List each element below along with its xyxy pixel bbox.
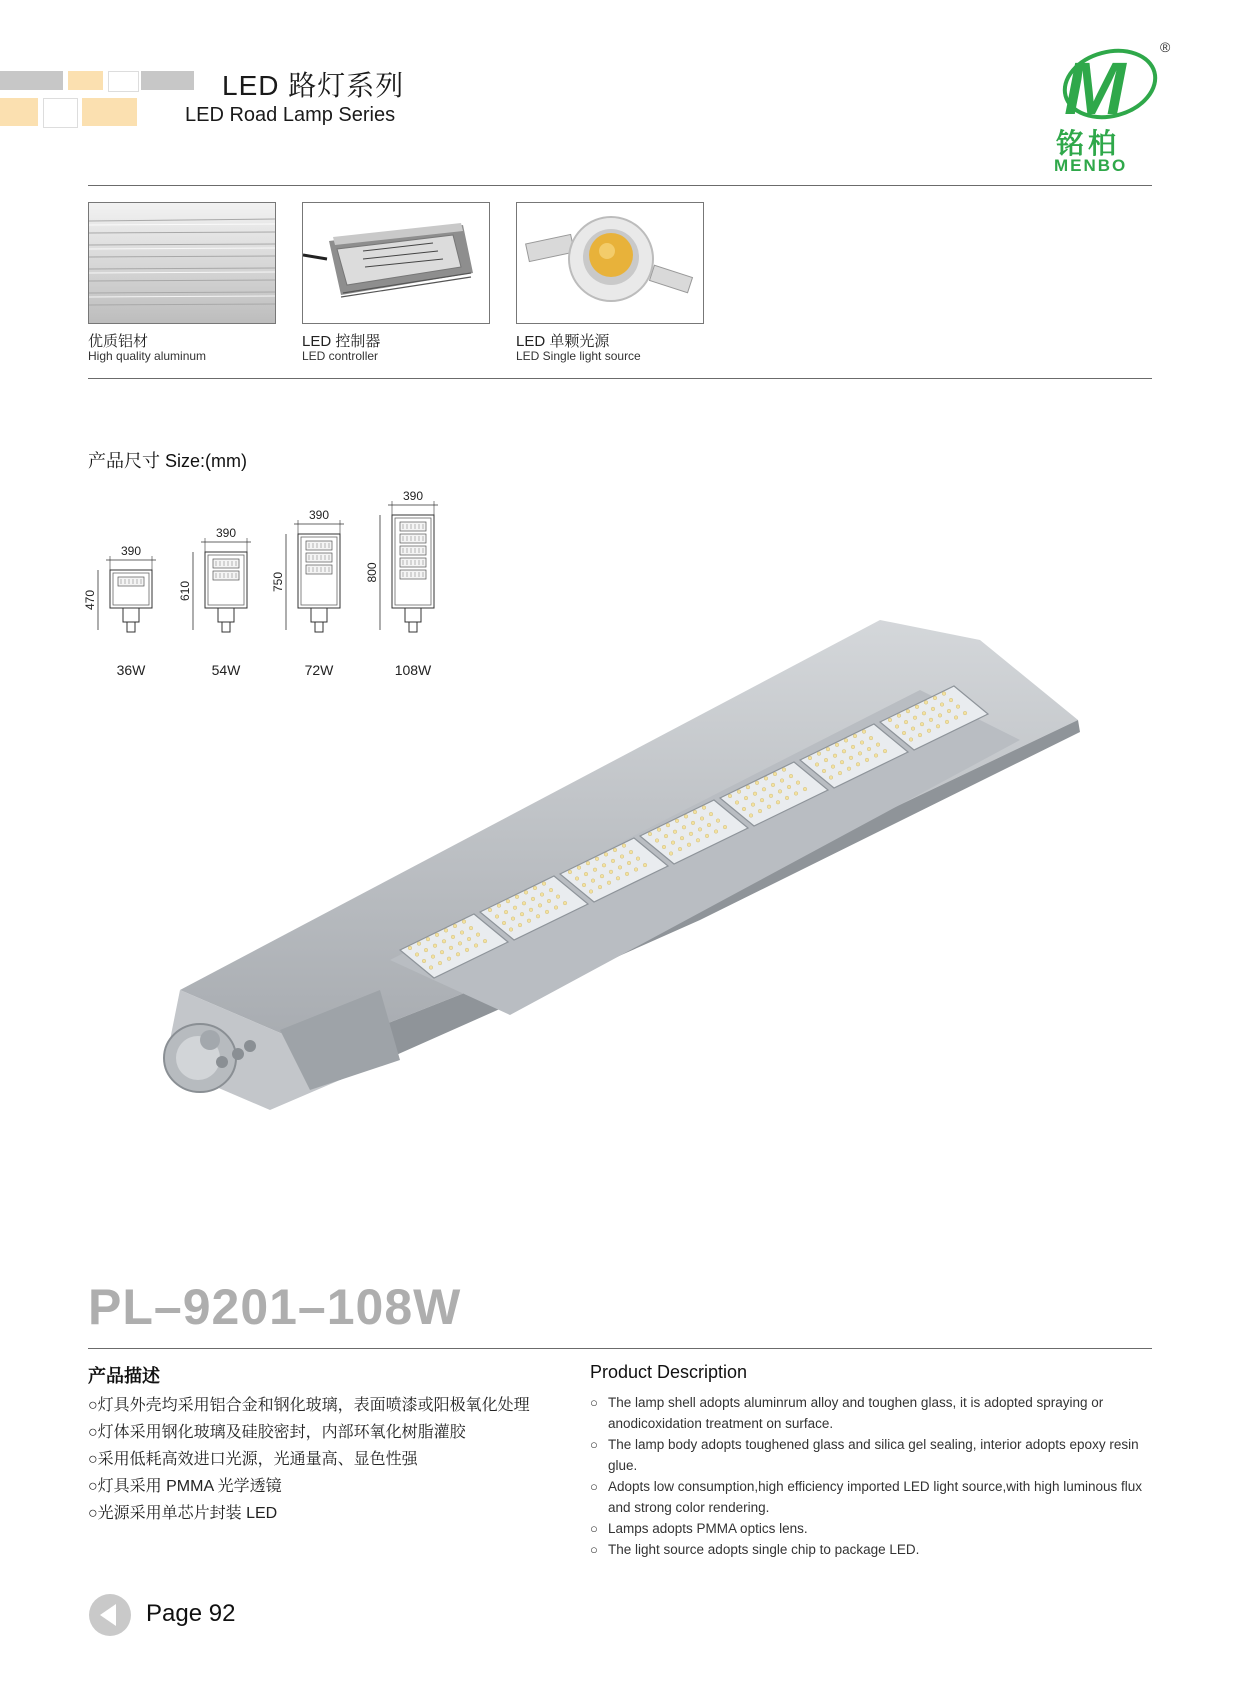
led-dot [817,752,821,756]
led-module-outline [400,534,426,543]
led-dot [945,720,949,724]
led-dot [504,910,508,914]
fixture-outline [110,570,152,608]
width-dimension-label: 390 [120,544,142,558]
led-dot [678,847,682,851]
led-dot [529,908,533,912]
led-dot [474,944,478,948]
led-dot [778,790,782,794]
led-dot [924,701,928,705]
led-dot [762,788,766,792]
led-dot [897,714,901,718]
led-dot [509,928,513,932]
caption-chip-en: LED Single light source [516,349,641,363]
led-dot [826,747,830,751]
fixture-neck [123,608,139,622]
led-dot [440,950,444,954]
led-dot [927,729,931,733]
led-dot [540,893,544,897]
led-dot [702,806,706,810]
led-dot [616,877,620,881]
led-dot [415,953,419,957]
led-dot [764,777,768,781]
led-dot [956,705,960,709]
led-dot [942,692,946,696]
led-dot [511,917,515,921]
led-dot [515,895,519,899]
led-dot [458,942,462,946]
led-dot [744,796,748,800]
led-dot [456,953,460,957]
led-dot [844,739,848,743]
caption-aluminum-cn: 优质铝材 [88,333,149,350]
led-dot [860,741,864,745]
fixture-pole [127,622,135,632]
led-dot [524,891,528,895]
led-dot [867,747,871,751]
led-dot [417,942,421,946]
height-dimension-label: 800 [365,562,379,583]
led-dot [862,730,866,734]
led-dot [815,763,819,767]
led-dot [684,815,688,819]
led-dot [856,763,860,767]
led-dot [476,933,480,937]
led-dot [693,810,697,814]
led-dot [776,801,780,805]
led-dot [613,848,617,852]
led-dot [888,718,892,722]
led-dot [513,906,517,910]
header-rule [88,185,1152,186]
led-dot [671,841,675,845]
led-dot [547,899,551,903]
led-dot [904,720,908,724]
led-module-outline [400,570,426,579]
led-dot [909,738,913,742]
led-module-outline [306,541,332,550]
width-dimension-label: 390 [308,508,330,522]
led-dot [767,805,771,809]
led-dot [773,772,777,776]
led-dot [589,890,593,894]
led-dot [831,765,835,769]
led-dot [495,915,499,919]
led-dot [408,946,412,950]
logo-brand-cn: 铭柏 [1056,128,1121,159]
led-dot [531,897,535,901]
led-dot [435,933,439,937]
led-dot [796,781,800,785]
led-dot [940,703,944,707]
led-dot [746,785,750,789]
led-dot [705,834,709,838]
led-dot [465,948,469,952]
led-dot [723,825,727,829]
led-module-outline [400,546,426,555]
series-title-en: LED Road Lamp Series [185,104,396,126]
width-dimension-label: 390 [402,489,424,503]
thumb-controller [302,202,490,324]
led-dot [700,817,704,821]
description-item-cn: ○灯体采用钢化玻璃及硅胶密封，内部环氧化树脂灌胶 [88,1424,466,1441]
power-label: 36W [116,662,146,678]
led-dot [648,832,652,836]
led-dot [488,908,492,912]
led-dot [666,823,670,827]
led-dot [918,733,922,737]
led-dot [755,781,759,785]
led-dot [947,709,951,713]
led-dot [422,959,426,963]
led-dot [609,870,613,874]
led-dot [829,776,833,780]
description-item-cn: ○灯具外壳均采用铝合金和钢化玻璃，表面喷漆或阳极氧化处理 [88,1397,530,1414]
led-dot [728,794,732,798]
led-dot [929,718,933,722]
height-dimension-label: 470 [83,589,97,611]
led-dot [749,814,753,818]
led-dot [657,828,661,832]
led-dot [876,743,880,747]
description-title-cn: 产品描述 [88,1366,160,1386]
led-dot [575,877,579,881]
led-dot [438,961,442,965]
led-dot [469,926,473,930]
led-dot [447,957,451,961]
led-dot [840,760,844,764]
thumb-led-chip [516,202,704,324]
led-dot [520,912,524,916]
led-dot [536,915,540,919]
led-dot [664,834,668,838]
led-dot [753,792,757,796]
led-dot [865,758,869,762]
led-dot [742,807,746,811]
led-module-outline [213,559,239,568]
led-dot [687,843,691,847]
description-list-cn [88,1392,588,1527]
led-dot [707,823,711,827]
led-dot [444,929,448,933]
led-dot [869,736,873,740]
led-dot [669,852,673,856]
page-number: Page 92 [146,1600,236,1627]
led-dot [636,857,640,861]
led-dot [933,696,937,700]
led-dot [527,919,531,923]
led-dot [591,879,595,883]
led-dot [691,821,695,825]
led-dot [689,832,693,836]
led-dot [602,864,606,868]
led-dot [835,743,839,747]
led-dot [808,756,812,760]
led-dot [600,874,604,878]
led-dot [577,866,581,870]
led-dot [949,698,953,702]
led-dot [522,902,526,906]
description-list-en [590,1392,1150,1560]
led-dot [696,839,700,843]
led-dot [794,792,798,796]
led-module-outline [306,553,332,562]
svg-text:M: M [1064,47,1126,130]
height-dimension-label: 610 [178,580,192,602]
led-dot [851,745,855,749]
caption-chip-cn: LED 单颗光源 [516,333,610,350]
led-dot [442,940,446,944]
led-dot [545,910,549,914]
description-item-en: ○ Lamps adopts PMMA optics lens. [590,1518,1150,1539]
led-dot [931,707,935,711]
size-section-title: 产品尺寸 Size:(mm) [88,451,247,471]
led-chip-icon [517,203,703,323]
description-item-en: ○ The lamp body adopts toughened glass and silica gel sealing, interior adopts epoxy resin glue. [590,1434,1150,1476]
led-dot [604,853,608,857]
led-dot [634,868,638,872]
led-dot [849,756,853,760]
led-dot [760,798,764,802]
led-dot [915,705,919,709]
led-dot [698,828,702,832]
led-dot [662,845,666,849]
led-dot [833,754,837,758]
led-dot [963,711,967,715]
led-module-outline [400,522,426,531]
led-dot [780,779,784,783]
led-dot [716,819,720,823]
led-dot [789,774,793,778]
led-dot [874,754,878,758]
led-dot [709,812,713,816]
led-dot [625,872,629,876]
led-dot [735,801,739,805]
led-dot [611,859,615,863]
description-title-en: Product Description [590,1362,748,1382]
components-rule [88,378,1152,379]
led-dot [453,924,457,928]
led-dot [554,906,558,910]
led-module-outline [400,558,426,567]
street-lamp-illustration [140,610,1090,1150]
led-dot [769,794,773,798]
led-dot [758,809,762,813]
led-dot [538,904,542,908]
width-dimension-label: 390 [215,526,237,540]
caption-controller-cn: LED 控制器 [302,333,381,350]
led-dot [714,830,718,834]
led-dot [462,920,466,924]
led-dot [424,948,428,952]
led-dot [533,886,537,890]
led-dot [431,955,435,959]
led-dot [824,758,828,762]
led-dot [598,885,602,889]
led-dot [467,937,471,941]
led-dot [822,769,826,773]
led-dot [838,771,842,775]
power-label: 54W [211,662,241,678]
caption-aluminum-en: High quality aluminum [88,349,207,363]
led-dot [620,855,624,859]
led-dot [622,844,626,848]
menbo-logo [1050,26,1175,176]
led-dot [449,946,453,950]
led-dot [673,830,677,834]
caption-controller-en: LED controller [302,349,379,363]
led-dot [782,768,786,772]
led-dot [847,767,851,771]
led-module-outline [118,577,144,586]
led-dot [502,921,506,925]
led-dot [787,785,791,789]
led-dot [556,895,560,899]
led-dot [629,850,633,854]
aluminum-profile-icon [89,203,275,323]
led-dot [922,712,926,716]
led-dot [433,944,437,948]
led-dot [586,861,590,865]
led-dot [680,836,684,840]
led-dot [584,872,588,876]
previous-page-icon[interactable] [88,1593,132,1637]
model-rule [88,1348,1152,1349]
led-dot [954,716,958,720]
led-dot [906,709,910,713]
led-dot [643,863,647,867]
description-item-cn: ○灯具采用 PMMA 光学透镜 [88,1478,282,1495]
led-module-outline [213,571,239,580]
led-dot [483,939,487,943]
led-dot [563,901,567,905]
led-dot [518,923,522,927]
thumb-aluminum [88,202,276,324]
logo-brand-en: MENBO [1054,156,1128,175]
description-item-en: ○ The light source adopts single chip to package LED. [590,1539,1150,1560]
led-dot [751,803,755,807]
led-dot [902,731,906,735]
led-dot [607,881,611,885]
series-title-cn: LED 路灯系列 [222,70,405,101]
led-dot [568,870,572,874]
description-item-en: ○ Adopts low consumption,high efficiency imported LED light source,with high luminous flux and strong color rendering. [590,1476,1150,1518]
led-dot [737,790,741,794]
description-item-cn: ○光源采用单芯片封装 LED [88,1505,278,1522]
led-module-outline [306,565,332,574]
power-label: 108W [394,662,432,678]
led-dot [542,882,546,886]
led-driver-icon [303,203,489,323]
led-dot [429,966,433,970]
description-item-cn: ○采用低耗高效进口光源，光通量高、显色性强 [88,1451,418,1468]
led-dot [506,899,510,903]
led-dot [771,783,775,787]
led-dot [682,826,686,830]
led-dot [655,839,659,843]
led-dot [618,866,622,870]
led-dot [497,904,501,908]
description-item-en: ○ The lamp shell adopts aluminrum alloy and toughen glass, it is adopted spraying or anodicoxidation treatment on surface. [590,1392,1150,1434]
led-dot [595,857,599,861]
led-dot [460,931,464,935]
led-dot [853,734,857,738]
led-dot [785,796,789,800]
led-dot [936,725,940,729]
led-dot [895,725,899,729]
svg-text:®: ® [1160,39,1171,55]
height-dimension-label: 750 [271,571,285,593]
led-dot [913,716,917,720]
led-dot [582,883,586,887]
led-dot [426,937,430,941]
led-dot [627,861,631,865]
led-dot [858,752,862,756]
led-dot [675,819,679,823]
led-dot [549,888,553,892]
led-dot [593,868,597,872]
led-dot [911,727,915,731]
product-model: PL–9201–108W [88,1279,462,1335]
led-dot [451,935,455,939]
led-dot [920,722,924,726]
led-dot [803,787,807,791]
led-dot [883,749,887,753]
power-label: 72W [304,662,334,678]
led-dot [938,714,942,718]
led-dot [842,750,846,754]
